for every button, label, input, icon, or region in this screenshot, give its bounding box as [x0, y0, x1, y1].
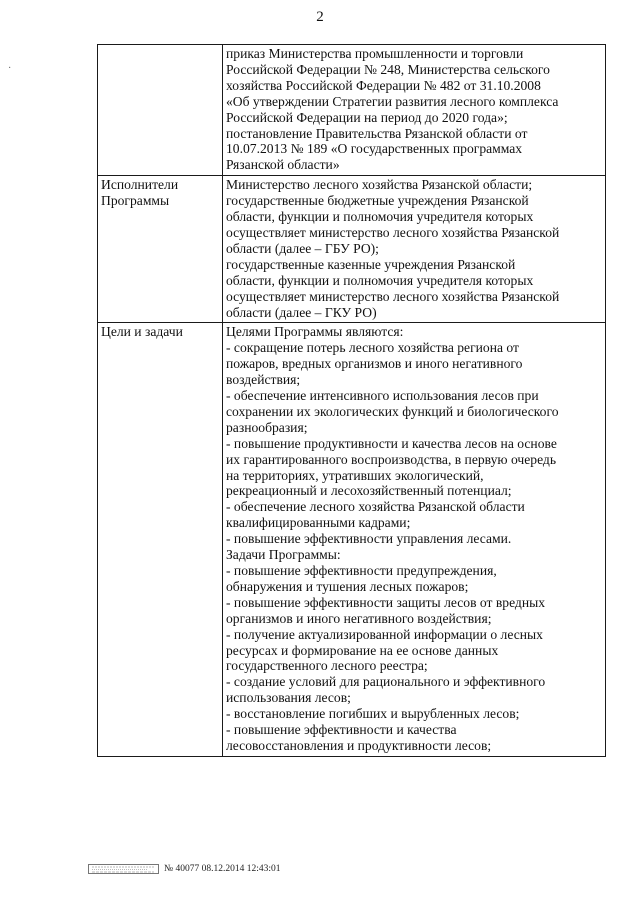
row-content-line: ресурсах и формирование на ее основе данных — [226, 642, 499, 658]
row-content-line: государственные казенные учреждения Рязанской — [226, 256, 516, 272]
row-content-line: «Об утверждении Стратегии развития лесного комплекса — [226, 93, 559, 109]
document-registration-stamp: № 40077 08.12.2014 12:43:01 — [164, 864, 281, 874]
row-content-line: лесовосстановления и продуктивности лесов; — [226, 737, 492, 753]
table-row — [98, 176, 606, 323]
row-label-cell — [98, 176, 223, 323]
row-content-line: Российской Федерации № 248, Министерства сельского — [226, 61, 550, 77]
row-content-line: обнаружения и тушения лесных пожаров; — [226, 578, 469, 594]
row-content-line: воздействия; — [226, 372, 301, 388]
row-content-line: постановление Правительства Рязанской области от — [226, 125, 528, 141]
row-content-line: Российской Федерации на период до 2020 года»; — [226, 109, 508, 125]
row-content-line: - повышение эффективности защиты лесов от вредных — [226, 594, 546, 610]
row-content-line: - получение актуализированной информации о лесных — [226, 626, 543, 642]
row-content-line: их гарантированного воспроизводства, в первую очередь — [226, 451, 557, 467]
row-label-line: Программы — [101, 193, 170, 209]
row-content-line: организмов и иного негативного воздействия; — [226, 610, 492, 626]
row-content-line: пожаров, вредных организмов и иного негативного — [226, 356, 523, 372]
table-row — [98, 323, 606, 756]
row-content-line: рекреационный и лесохозяйственный потенциал; — [226, 483, 512, 499]
row-content-line: разнообразия; — [226, 419, 308, 435]
row-content-line: хозяйства Российской Федерации № 482 от 31.10.2008 — [226, 77, 541, 93]
row-content-line: осуществляет министерство лесного хозяйства Рязанской — [226, 288, 560, 304]
row-content-line: на территориях, утративших экологический, — [226, 467, 484, 483]
row-content-line: 10.07.2013 № 189 «О государственных программах — [226, 141, 523, 157]
row-content-line: - создание условий для рационального и эффективного — [226, 674, 546, 690]
row-content-line: государственного лесного реестра; — [226, 658, 428, 674]
row-label-cell — [98, 45, 223, 176]
row-content-line: Целями Программы являются: — [226, 324, 404, 340]
row-content-cell — [223, 323, 606, 756]
row-content-line: использования лесов; — [226, 690, 351, 706]
row-content-line: - повышение эффективности предупреждения, — [226, 563, 497, 578]
row-content-line: - повышение эффективности и качества — [226, 722, 457, 738]
row-label-line: Исполнители — [101, 177, 179, 193]
row-content-line: государственные бюджетные учреждения Рязанской — [226, 193, 529, 209]
row-content-line: области (далее – ГБУ РО); — [226, 240, 379, 256]
table-row — [98, 45, 606, 176]
page-number: 2 — [316, 9, 324, 25]
row-content-line: - сокращение потерь лесного хозяйства региона от — [226, 340, 519, 356]
row-content-line: Рязанской области» — [226, 157, 340, 173]
row-content-line: области (далее – ГКУ РО) — [226, 304, 377, 320]
row-content-cell — [223, 176, 606, 323]
row-content-line: квалифицированными кадрами; — [226, 515, 411, 531]
row-content-line: - обеспечение лесного хозяйства Рязанской области — [226, 499, 525, 515]
row-content-line: - повышение эффективности управления лесами. — [226, 531, 512, 547]
row-content-line: - восстановление погибших и вырубленных лесов; — [226, 706, 520, 722]
program-passport-table — [97, 44, 606, 757]
row-content-line: сохранении их экологических функций и биологического — [226, 403, 559, 419]
row-label-line: Цели и задачи — [101, 324, 183, 340]
row-content-line: - обеспечение интенсивного использования лесов при — [226, 388, 539, 404]
row-content-line: приказ Министерства промышленности и торговли — [226, 46, 524, 61]
row-content-line: осуществляет министерство лесного хозяйства Рязанской — [226, 224, 560, 240]
row-content-line: Министерство лесного хозяйства Рязанской области; — [226, 177, 533, 193]
row-label-cell — [98, 323, 223, 756]
margin-mark-icon: · — [8, 63, 12, 74]
row-content-line: Задачи Программы: — [226, 547, 341, 563]
row-content-line: - повышение продуктивности и качества лесов на основе — [226, 435, 557, 451]
row-content-cell — [223, 45, 606, 176]
document-registry-stamp-icon — [88, 862, 160, 876]
row-content-line: области, функции и полномочия учредителя которых — [226, 209, 534, 225]
footer — [88, 862, 280, 876]
row-content-line: области, функции и полномочия учредителя которых — [226, 272, 534, 288]
